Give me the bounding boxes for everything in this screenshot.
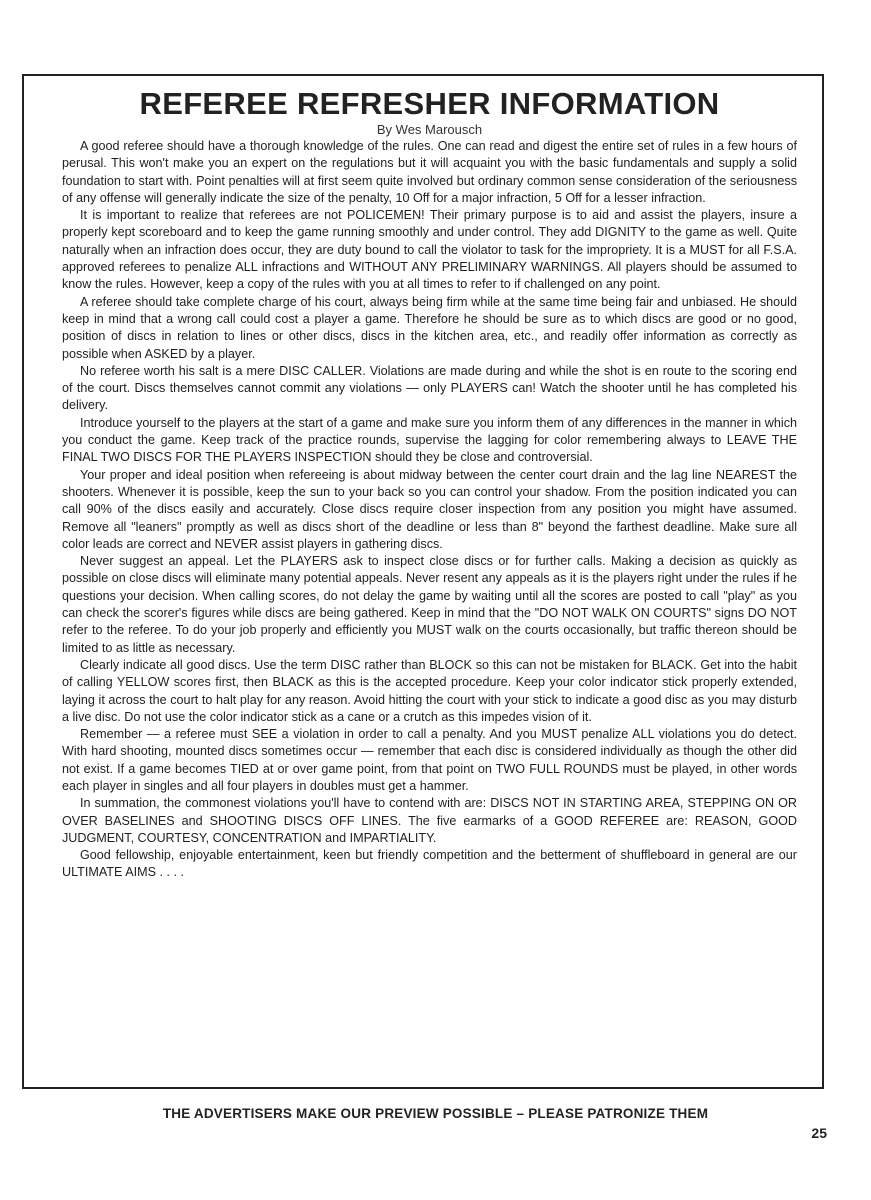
article-paragraph: Your proper and ideal position when refereeing is about midway between the center court drain and the lag line NEAREST the shooters. Whenever it is possible, keep the sun to your back so you can control your shadow. From the position indicated you can call 90% of the discs easily and accurately. Close discs require closer inspection from any position you might have assumed. Remove all "leaners" promptly as well as discs short of the deadline or less than 8" beyond the farthest deadline. Make sure all color leads are correct and NEVER assist players in gathering discs. <box>62 467 797 551</box>
footer-banner: THE ADVERTISERS MAKE OUR PREVIEW POSSIBLE – PLEASE PATRONIZE THEM <box>162 1106 709 1121</box>
article-paragraph: No referee worth his salt is a mere DISC CALLER. Violations are made during and while the shot is en route to the scoring end of the court. Discs themselves cannot commit any violations — only PLAYERS can! Watch the shooter until he has completed his delivery. <box>62 363 797 413</box>
page-number: 25 <box>811 1125 827 1141</box>
article-paragraph: In summation, the commonest violations you'll have to contend with are: DISCS NOT IN STARTING AREA, STEPPING ON OR OVER BASELINES and SHOOTING DISCS OFF LINES. The five earmarks of a GOOD REFEREE are: REASON, GOOD JUDGMENT, COURTESY, CONCENTRATION and IMPARTIALITY. <box>62 796 797 845</box>
article-paragraph: Clearly indicate all good discs. Use the term DISC rather than BLOCK so this can not be mistaken for BLACK. Get into the habit of calling YELLOW scores first, then BLACK as this is the accepted procedure. Keep your color indicator stick properly extended, laying it across the court to halt play for any reason. Avoid hitting the court with your stick to indicate a good disc as you may disturb a live disc. Do not use the color indicator stick as a cane or a crutch as this impedes vision of it. <box>62 657 797 724</box>
article-byline: By Wes Marousch <box>376 122 483 137</box>
article-content <box>62 86 797 882</box>
article-frame <box>22 74 824 1089</box>
article-paragraph: Introduce yourself to the players at the start of a game and make sure you inform them of any differences in the manner in which you conduct the game. Keep track of the practice rounds, supervise the lagging for color remembering always to LEAVE THE FINAL TWO DISCS FOR THE PLAYERS INSPECTION should they be close and controversial. <box>62 415 797 465</box>
article-paragraph: Good fellowship, enjoyable entertainment, keen but friendly competition and the betterment of shuffleboard in general are our ULTIMATE AIMS . . . . <box>62 848 797 880</box>
article-paragraph: Remember — a referee must SEE a violation in order to call a penalty. And you MUST penalize ALL violations you do detect. With hard shooting, mounted discs sometimes occur — remember that each disc is considered individually as though the other did not exist. If a game becomes TIED at or over game point, from that point on TWO FULL ROUNDS must be played, in other words each player in singles and all four players in doubles must get a hammer. <box>62 727 797 793</box>
article-paragraph: It is important to realize that referees are not POLICEMEN! Their primary purpose is to aid and assist the players, insure a properly kept scoreboard and to keep the game running smoothly and under control. They add DIGNITY to the game as well. Quite naturally when an infraction does occur, they are duty bound to call the violator to task for the impropriety. It is a MUST for all F.S.A. approved referees to penalize ALL infractions and WITHOUT ANY PRELIMINARY WARNINGS. All players should be assumed to know the rules. However, keep a copy of the rules with you at all times to refer to if challenged on any point. <box>62 208 797 292</box>
article-paragraph: A referee should take complete charge of his court, always being firm while at the same time being fair and unbiased. He should keep in mind that a wrong call could cost a player a game. Therefore he should be sure as to which discs are good or no good, position of discs in relation to lines or other discs, discs in the kitchen area, etc., and readily offer information as correctly as possible when ASKED by a player. <box>62 294 797 361</box>
article-body <box>62 138 797 882</box>
article-title: REFEREE REFRESHER INFORMATION <box>139 86 720 121</box>
article-paragraph: A good referee should have a thorough knowledge of the rules. One can read and digest the entire set of rules in a few hours of perusal. This won't make you an expert on the regulations but it will acquaint you with the basic fundamentals and supply a solid foundation to start with. Point penalties will at first seem quite involved but ordinary common sense consideration of the seriousness of any offense will generally indicate the size of the penalty, 10 Off for a major infraction, 5 Off for a lesser infraction. <box>62 139 797 205</box>
article-paragraph: Never suggest an appeal. Let the PLAYERS ask to inspect close discs or for further calls. Making a decision as quickly as possible on close discs will eliminate many potential appeals. Never resent any appeals as it is the players right under the rules if he questions your decision. When calling scores, do not delay the game by waiting until all the scores are posted to call "play" as you can check the scorer's figures while discs are being gathered. Keep in mind that the "DO NOT WALK ON COURTS" signs DO NOT refer to the referee. To do your job properly and efficiently you MUST walk on the courts occasionally, but traffic thereon should be limited to as little as necessary. <box>62 554 797 655</box>
